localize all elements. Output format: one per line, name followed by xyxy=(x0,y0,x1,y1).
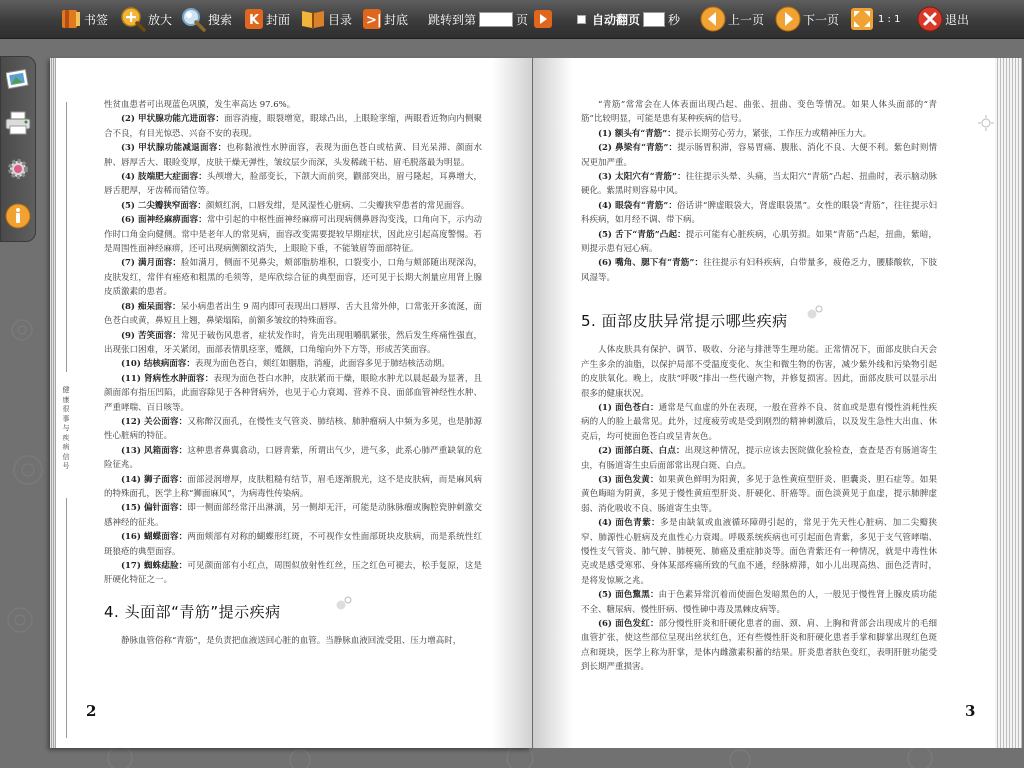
toolbar xyxy=(0,0,1024,39)
paragraph-body: 即一侧面部经常汗出淋漓，另一侧却无汗，可能是动脉脉瘤或胸腔瓷肿刺激交感神经的征兆。 xyxy=(104,503,482,528)
page-number-left: 2 xyxy=(86,702,97,720)
paragraph-lead: (9) 苦笑面容： xyxy=(121,330,182,341)
paragraph xyxy=(581,199,937,228)
paragraph-lead: (5) 面色黧黑： xyxy=(598,590,659,601)
page-stack-edge xyxy=(995,58,1022,748)
paragraph-body: 面部浸润增厚，皮肤粗糙有结节，眉毛逐渐脱光，这不是皮肤病，而是麻风病的特殊面孔，医学上称“狮面麻风”，为病毒性传染病。 xyxy=(104,474,482,499)
auto-flip-seconds-input[interactable] xyxy=(643,12,665,27)
paragraph-lead: (14) 狮子面容： xyxy=(121,474,188,485)
paragraph-lead: (6) 面色发红： xyxy=(598,619,659,629)
paragraph-body: 呆小病患者出生 9 周内即可表现出口唇厚、舌大且常外伸，口常张开多流涎，面色苍白或黄，鼻短且上翘，鼻梁塌陷，前额多皱纹的特殊面容。 xyxy=(104,301,482,327)
search-label: 搜索 xyxy=(208,12,233,27)
seconds-label: 秒 xyxy=(668,12,681,27)
paragraph-body: 两面颊部有对称的蝴蝶形红斑，不可视作女性面部斑块皮肤病，而是系统性红斑狼疮的典型面容。 xyxy=(104,532,482,557)
paragraph xyxy=(104,444,482,473)
paragraph xyxy=(104,357,482,371)
toc-button[interactable] xyxy=(300,0,352,38)
paragraph-body: 可见颜面部有小红点，周围似放射性红丝，压之红色可褪去，松手复原，这是肝硬化特征之一。 xyxy=(104,561,482,586)
jump-to-page xyxy=(428,0,553,38)
paragraph-body: 这种患者鼻翼翕动，口唇青紫，所谓出气少，进气多，此系心肺严重缺氧的危险征兆。 xyxy=(104,445,482,471)
svg-text:K: K xyxy=(249,13,260,28)
paragraph-body: 表现为面色苍白，颊红如胭脂，消瘦，此面容多见于肺结核活动期。 xyxy=(194,359,450,370)
paragraph xyxy=(104,559,482,588)
paragraph xyxy=(104,415,482,444)
zoom-label: 放大 xyxy=(148,12,173,27)
paragraph xyxy=(581,401,937,444)
paragraph-lead: (4) 面色青紫： xyxy=(598,518,661,529)
page-number-right: 3 xyxy=(965,702,976,720)
bookmark-label: 书签 xyxy=(84,12,109,27)
paragraph xyxy=(104,141,482,170)
paragraph-lead: (5) 舌下“青筋”凸起： xyxy=(598,229,686,240)
paragraph-lead: (3) 甲状腺功能减退面容： xyxy=(121,143,227,154)
paragraph-body: 通常是气血虚的外在表现，一般在营养不良、贫血或是患有慢性消耗性疾病的人的脸上最常见。此外，过度疲劳或是受到刚烈的精神刺激后，以及发生急性大出血、休克后，均可使面色苍白或呈青灰色。 xyxy=(581,402,937,442)
paragraph xyxy=(104,98,482,112)
paragraph xyxy=(581,473,937,516)
paragraph xyxy=(581,127,937,141)
paragraph xyxy=(581,343,937,401)
open-book xyxy=(50,58,1022,750)
paragraph-lead: (3) 面色发黄： xyxy=(598,474,659,485)
paragraph-lead: (13) 风箱面容： xyxy=(121,445,188,456)
paragraph-lead: (3) 太阳穴有“青筋”： xyxy=(598,172,686,183)
search-button[interactable] xyxy=(180,0,232,38)
bookmark-button[interactable] xyxy=(60,0,108,38)
toc-label: 目录 xyxy=(328,12,353,27)
gear-icon xyxy=(6,157,30,181)
paragraph xyxy=(104,170,482,199)
paragraph xyxy=(581,588,937,617)
paragraph xyxy=(581,98,937,127)
paragraph-body: 面容消瘦，眼裂增宽，眼球凸出，上眼睑挛缩，两眼看近物向内侧聚合不良，有目光惊恐、兴奋不安的表现。 xyxy=(104,114,482,139)
paragraph xyxy=(581,141,937,170)
paragraph-body: 提示肠胃积滞，容易胃痛、腹胀、消化不良、大便不利。紫色时则情况更加严重。 xyxy=(581,143,937,168)
paragraph-lead: (6) 面神经麻痹面容： xyxy=(121,215,207,226)
paragraph xyxy=(581,228,937,257)
paragraph-body: 人体皮肤具有保护、调节、吸收、分泌与排泄等生理功能。正常情况下，面部皮肤白天会产生多余的油脂，以保护局部不受温度变化、灰尘和微生物的伤害，减少紫外线和污染物引起的皮肤氧化。晚上，皮肤“呼吸”排出一些代谢产物，并修复损害。因此，面部皮肤可以显示出很多的健康状况。 xyxy=(581,345,937,399)
close-icon xyxy=(917,6,943,32)
paragraph-lead: (15) 偏针面容： xyxy=(121,503,188,514)
paragraph-body: 性贫血患者可出现蓝色巩膜，发生率高达 97.6%。 xyxy=(104,100,296,110)
running-vertical-title: 健康很事与疾病信号 xyxy=(62,386,70,470)
paragraph-body: 如果黄色鲜明为阳黄，多见于急性黄疸型肝炎、胆囊炎、胆石症等。如果黄色晦暗为阴黄，多见于慢性黄疸型肝炎、肝硬化、肝癌等。面色淡黄见于血虚，提示肺脾虚弱、消化吸收不良、肠道寄生虫等。 xyxy=(581,474,937,514)
left-page[interactable] xyxy=(50,58,532,748)
paragraph-lead: (17) 蜘蛛痣脸： xyxy=(121,561,188,571)
paragraph-body: 又称醉汉面孔，在慢性支气管炎、肺结核、肺肿瘤病人中频为多见，也是肺源性心脏病的特征。 xyxy=(104,416,482,442)
paragraph-body: 多是由缺氧或血液循环障碍引起的，常见于先天性心脏病、加二尖瓣狭窄、肺源性心脏病及充血性心力衰竭。呼吸系统疾病也可引起面色青紫，多见于支气管哮喘、慢性支气管炎、肺气肿、肺梗死、肺癌及重症肺炎等。面色青紫还有一种情况，就是中毒性休克或是感受寒邪、身体某部疼痛所致的气血不通，经脉痹滞，如小儿出现高热、面色泛青时，是将发惊厥之兆。 xyxy=(581,518,937,586)
decor-dots-icon xyxy=(336,596,352,610)
paragraph-body: 俗话讲“脾虚眼袋大，肾虚眼袋黑”。女性的眼袋“青筋”，往往提示妇科疾病，如月经不调、带下病。 xyxy=(581,200,937,226)
right-page[interactable] xyxy=(533,58,995,748)
jump-prefix: 跳转到第 xyxy=(428,12,477,27)
exit-label: 退出 xyxy=(945,12,970,27)
auto-flip-checkbox[interactable] xyxy=(577,15,586,24)
paragraph-body: 由于色素异常沉着而使面色发暗黑色的人，一般见于慢性肾上腺皮质功能不全、糖尿病、慢性肝病、慢性砷中毒及黑棘皮病等。 xyxy=(581,590,937,615)
paragraph: 静脉血管俗称“青筋”，是负责把血液送回心脏的血管。当静脉血液回流受阻、压力增高时， xyxy=(121,635,462,646)
settings-button[interactable] xyxy=(4,155,32,183)
zoom-button[interactable] xyxy=(120,0,172,38)
next-page-button[interactable] xyxy=(775,0,839,38)
next-label: 下一页 xyxy=(803,12,840,27)
image-icon xyxy=(6,68,30,90)
paragraph-lead: (4) 肢端肥大症面容： xyxy=(121,172,207,183)
paragraph-lead: (4) 眼袋有“青筋”： xyxy=(598,200,678,211)
last-page-icon xyxy=(362,8,382,30)
paragraph xyxy=(104,256,482,299)
paragraph-body: 头颅增大，脸部变长，下颌大而前突，颧部突出，眉弓隆起，耳鼻增大，唇舌肥厚，牙齿稀而错位等。 xyxy=(104,172,482,197)
auto-flip xyxy=(577,0,680,38)
bookmark-icon xyxy=(60,8,82,30)
info-icon xyxy=(5,203,31,229)
paragraph xyxy=(104,501,482,530)
zoom-in-icon xyxy=(120,6,146,32)
paragraph xyxy=(104,213,482,256)
paragraph xyxy=(104,372,482,415)
search-icon xyxy=(180,6,206,32)
decor-dots-icon xyxy=(807,305,825,319)
svg-text:>|: >| xyxy=(366,13,382,28)
paragraph-body: 也称黏液性水肿面容，表现为面色苍白或枯黄、目光呆滞、颜面水肿、唇厚舌大、眼睑变厚，皮肤干燥无弹性，皱纹层少而深，头发稀疏干枯、眉毛脱落最为明显。 xyxy=(104,143,482,168)
paragraph-body: 常中引起的中枢性面神经麻痹可出现病侧鼻唇沟变浅，口角向下，示内动作时口角金向健侧。常中是老年人的常见病，面容改变需要提较早期症状，因此应引起高度警惕。若是周围性面神经麻痹，还可出现病侧额纹消失，上眼睑下垂，不能皱眉等面部特征。 xyxy=(104,215,482,255)
go-icon[interactable] xyxy=(533,9,553,29)
paragraph xyxy=(104,199,482,213)
left-page-text xyxy=(104,98,482,648)
image-button[interactable] xyxy=(4,65,32,93)
jump-suffix: 页 xyxy=(516,12,529,27)
sun-decor-icon xyxy=(978,115,994,131)
paragraph-body: 出现这种情况，提示应该去医院做化验检查，查查是否有肠道寄生虫，有肠道寄生虫后面部常出现白斑、白点。 xyxy=(581,446,937,471)
cover-label: 封面 xyxy=(266,12,291,27)
paragraph-lead: (10) 结核病面容： xyxy=(121,359,195,370)
print-button[interactable] xyxy=(4,109,32,137)
paragraph-lead: (12) 关公面容： xyxy=(121,416,188,427)
paragraph xyxy=(581,617,937,675)
paragraph xyxy=(104,300,482,329)
paragraph-body: 往往提示有妇科疾病，白带量多，疲倦乏力，腰膝酸软，下肢风湿等。 xyxy=(581,258,937,283)
arrow-right-icon xyxy=(775,6,801,32)
paragraph xyxy=(104,112,482,141)
paragraph-body: 部分慢性肝炎和肝硬化患者的面、颈、肩、上胸和背部会出现成片的毛细血管扩张，使这些部位呈现出丝状红色，还有些慢性肝炎和肝硬化患者手掌和脚掌出现红色斑点和斑块，医学上称为肝掌，是体内雌激素积蓄的结果。肝炎患者肤色变红，表明肝脏功能受到长期严重损害。 xyxy=(581,619,937,673)
prev-page-button[interactable] xyxy=(700,0,764,38)
paragraph-lead: (8) 痴呆面容： xyxy=(121,301,181,312)
ratio-label: 1 : 1 xyxy=(878,13,901,25)
paragraph-lead: (11) 肾病性水肿面容： xyxy=(121,373,214,384)
paragraph xyxy=(581,516,937,588)
paragraph-lead: (2) 甲状腺功能亢进面容： xyxy=(121,114,225,125)
back-cover-button[interactable] xyxy=(362,0,408,38)
paragraph-lead: (1) 面色苍白： xyxy=(598,402,659,413)
paragraph-lead: (1) 额头有“青筋”： xyxy=(598,128,676,139)
paragraph-body: 提示可能有心脏疾病，心肌劳损。如果“青筋”凸起，扭曲，紫暗，则提示患有冠心病。 xyxy=(581,229,937,255)
prev-label: 上一页 xyxy=(728,12,765,27)
section-heading-5: 5. 面部皮肤异常提示哪些疾病 xyxy=(581,311,937,331)
section-heading-4: 4. 头面部“青筋”提示疾病 xyxy=(104,602,482,622)
info-button[interactable] xyxy=(4,202,32,230)
right-page-text xyxy=(581,98,937,675)
paragraph-body: 颜颊红润，口唇发绀，是风湿性心脏病、二尖瓣狭窄患者的常见面容。 xyxy=(205,200,470,211)
book-icon xyxy=(300,8,326,30)
auto-flip-label: 自动翻页 xyxy=(592,12,641,27)
actual-size-button[interactable] xyxy=(850,0,900,38)
exit-button[interactable] xyxy=(917,0,969,38)
paragraph-body: 往往提示头晕、头痛，当太阳穴“青筋”凸起、扭曲时，表示脑动脉硬化。紫黑时则容易中风。 xyxy=(581,172,937,197)
paragraph-body: 脸如满月，侧面不见鼻尖，颊部脂肪堆积，口裂变小，口角与颊部随出现深沟，皮肤发红，常伴有痤疮和粗黑的毛须等，是库欣综合征的典型面容，还可见于长期大剂量应用肾上腺皮质激素的患者。 xyxy=(104,258,482,298)
first-page-icon xyxy=(244,8,264,30)
paragraph-lead: (5) 二尖瓣狭窄面容： xyxy=(121,200,206,211)
paragraph-lead: (2) 面部白斑、白点： xyxy=(598,446,685,457)
paragraph xyxy=(104,473,482,502)
paragraph xyxy=(104,329,482,358)
paragraph-lead: (7) 满月面容： xyxy=(121,258,182,269)
cover-button[interactable] xyxy=(244,0,290,38)
paragraph xyxy=(581,256,937,285)
paragraph-lead: (2) 鼻梁有“青筋”： xyxy=(598,143,678,154)
paragraph-lead: (6) 嘴角、腮下有“青筋”： xyxy=(598,258,704,269)
paragraph-body: 表现为面色苍白水肿，皮肤紧而干燥，眼睑水肿尤以晨起最为显著，且颜面部有指压凹陷，此面容除见于各种肾病外，也见于心力衰竭、营养不良、面部血管神经性水肿、严重哮喘、百日咳等。 xyxy=(104,373,482,413)
paragraph-body: 常见于破伤风患者，症状发作时，肯先出现咀嚼肌紧张，然后发生疼痛性强直，出现张口困难，牙关紧闭，面部表情肌痉挛，蹙额，口角缩向外下方等，形成苦笑面容。 xyxy=(104,330,482,355)
arrow-left-icon xyxy=(700,6,726,32)
back-cover-label: 封底 xyxy=(384,12,409,27)
page-number-input[interactable] xyxy=(479,12,513,27)
paragraph-body: 提示长期劳心劳力，紧张，工作压力或精神压力大。 xyxy=(675,128,872,139)
side-toolbar xyxy=(0,56,36,242)
paragraph xyxy=(581,170,937,199)
fit-size-icon xyxy=(850,7,874,31)
paragraph xyxy=(104,530,482,559)
printer-icon xyxy=(5,111,31,135)
paragraph-body: “青筋”常常会在人体表面出现凸起、曲张、扭曲、变色等情况。如果人体头面部的“青筋”比较明显，可能是患有某种疾病的信号。 xyxy=(581,100,937,125)
paragraph xyxy=(581,444,937,473)
paragraph-lead: (16) 蝴蝶面容： xyxy=(121,532,188,543)
